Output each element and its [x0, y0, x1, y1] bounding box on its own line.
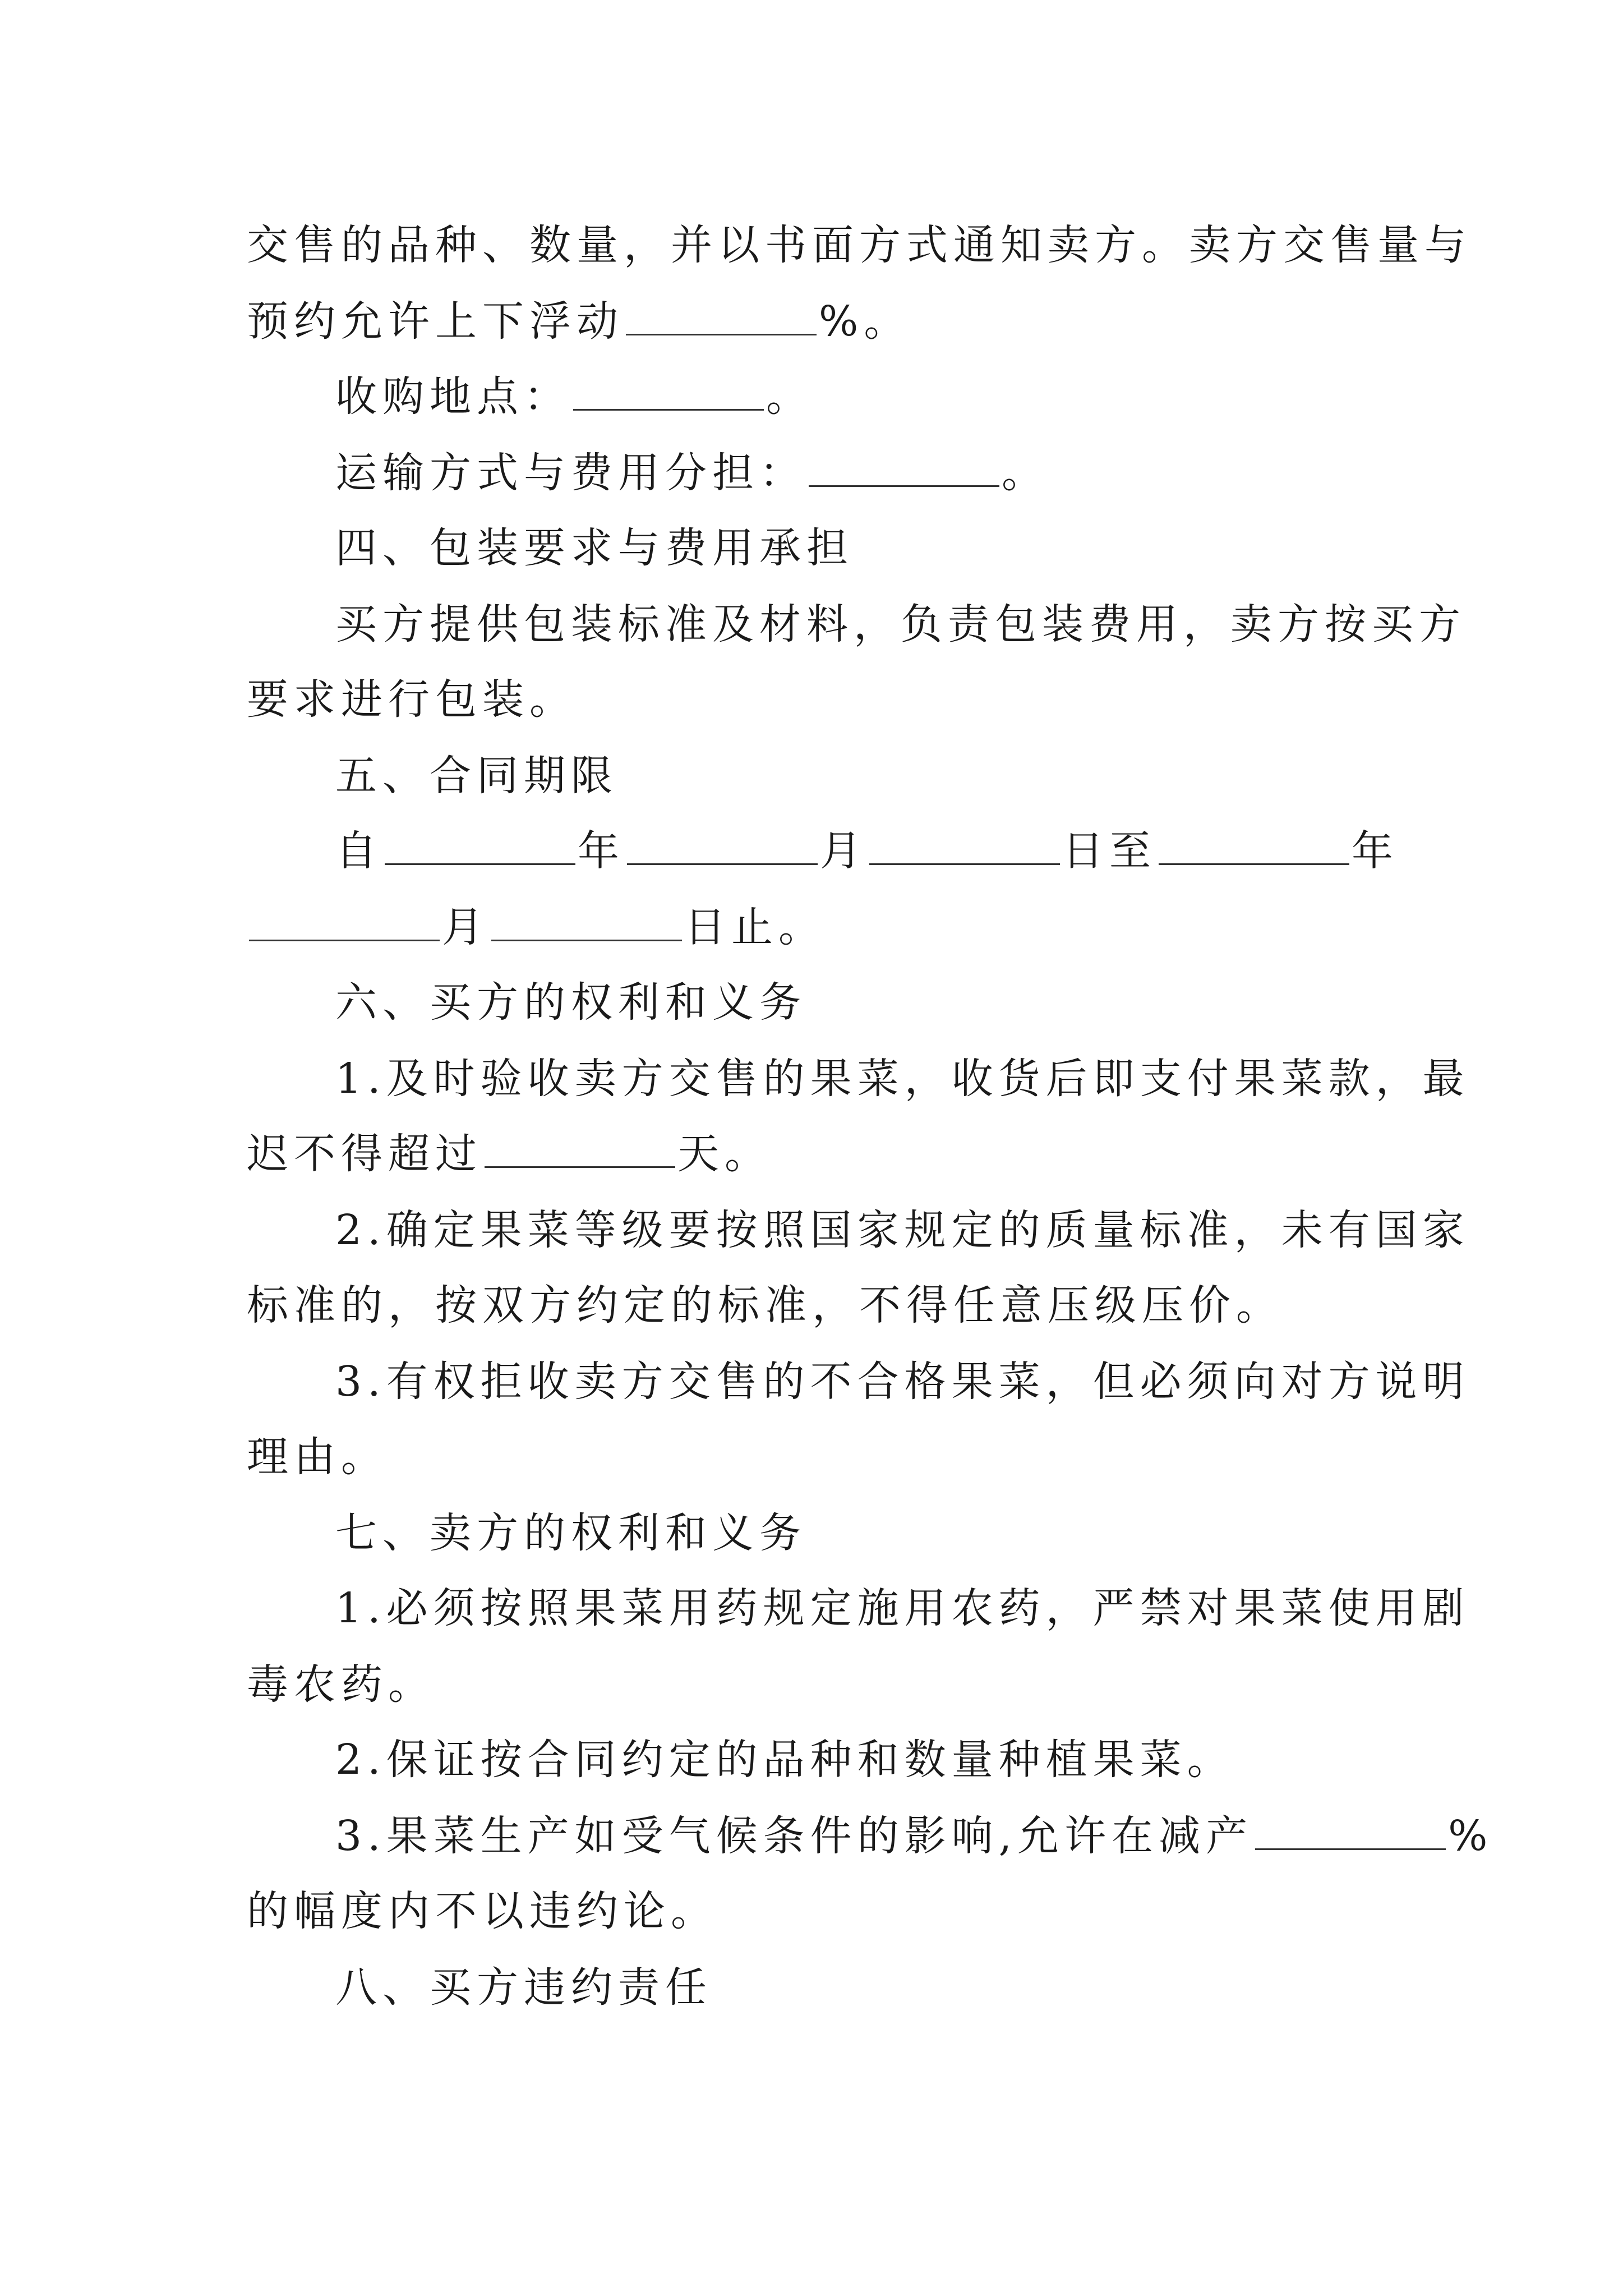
- fill-blank[interactable]: [385, 830, 575, 865]
- text-line: 买方提供包装标准及材料，负责包装费用，卖方按买方: [335, 600, 1466, 648]
- text-line: 1.及时验收卖方交售的果菜，收货后即支付果菜款，最: [335, 1055, 1470, 1103]
- text-line: 交售的品种、数量，并以书面方式通知卖方。卖方交售量与: [247, 221, 1472, 269]
- text-line: 3.果菜生产如受气候条件的影响,允许在减产 %: [335, 1812, 1493, 1860]
- text-line: 标准的，按双方约定的标准，不得任意压级压价。: [247, 1281, 1283, 1329]
- fill-blank[interactable]: [809, 452, 999, 487]
- text-line: 3.有权拒收卖方交售的不合格果菜，但必须向对方说明: [335, 1358, 1470, 1406]
- text-line: 理由。: [247, 1433, 388, 1481]
- text-line: 要求进行包装。: [247, 675, 577, 724]
- text-line: 迟不得超过 天。: [247, 1130, 772, 1178]
- section-heading: 四、包装要求与费用承担: [335, 524, 854, 572]
- fill-blank[interactable]: [1255, 1815, 1446, 1850]
- fill-blank[interactable]: [627, 830, 818, 865]
- text-line: 运输方式与费用分担： 。: [335, 449, 1049, 497]
- text-line: 的幅度内不以违约论。: [247, 1887, 718, 1935]
- fill-blank[interactable]: [626, 300, 817, 335]
- fill-blank[interactable]: [491, 906, 682, 941]
- fill-blank[interactable]: [573, 375, 764, 411]
- section-heading: 五、合同期限: [335, 752, 618, 800]
- text-line: 2.保证按合同约定的品种和数量种植果菜。: [335, 1736, 1234, 1784]
- section-heading: 六、买方的权利和义务: [335, 978, 806, 1027]
- fill-blank[interactable]: [485, 1133, 675, 1168]
- fill-blank[interactable]: [1159, 830, 1349, 865]
- text-line: 毒农药。: [247, 1660, 435, 1709]
- fill-blank[interactable]: [249, 906, 440, 941]
- text-line: 1.必须按照果菜用药规定施用农药，严禁对果菜使用剧: [335, 1584, 1470, 1632]
- fill-blank[interactable]: [869, 830, 1060, 865]
- text-line: 自 年 月 日至 年: [335, 827, 1399, 875]
- text-line: 收购地点： 。: [335, 372, 813, 421]
- section-heading: 八、买方违约责任: [335, 1963, 712, 2012]
- text-line: 月 日止。: [247, 896, 1402, 958]
- text-line: 预约允许上下浮动 %。: [247, 297, 911, 346]
- text-line: 2.确定果菜等级要按照国家规定的质量标准，未有国家: [335, 1206, 1470, 1254]
- section-heading: 七、卖方的权利和义务: [335, 1509, 806, 1557]
